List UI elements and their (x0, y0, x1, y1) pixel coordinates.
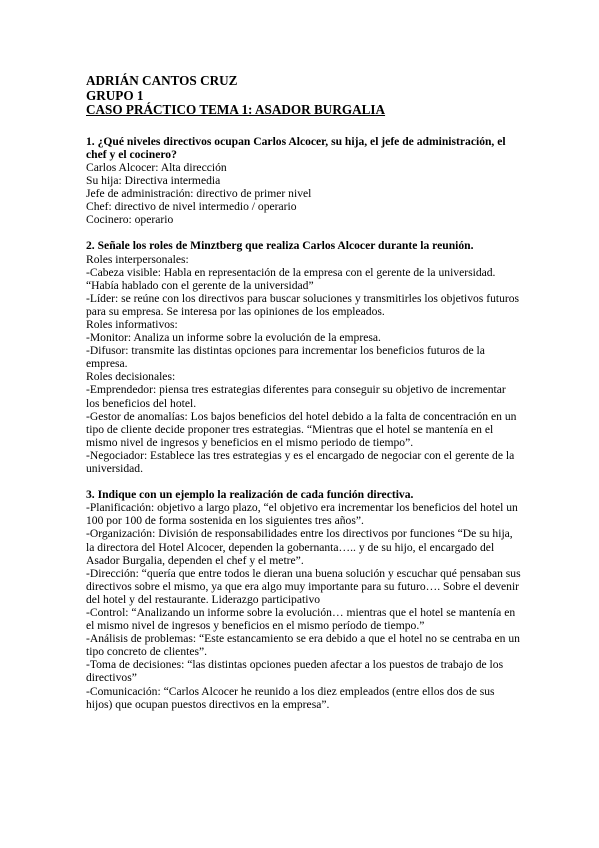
answer-line: -Cabeza visible: Habla en representación de la empresa con el gerente de la universidad. “Había hablado con el gerente de la universidad” (86, 265, 496, 292)
question-1: 1. ¿Qué niveles directivos ocupan Carlos Alcocer, su hija, el jefe de administración, el chef y el cocinero? (86, 134, 506, 161)
answer-line: -Toma de decisiones: “las distintas opciones pueden afectar a los puestos de trabajo de los directivos” (86, 658, 504, 685)
answer-line: -Monitor: Analiza un informe sobre la evolución de la empresa. (86, 331, 381, 345)
answer-line: Jefe de administración: directivo de primer nivel (86, 187, 312, 201)
answer-line: Cocinero: operario (86, 213, 174, 227)
answer-line: -Organización: División de responsabilidades entre los directivos por funciones “De su hija, la directora del Hotel Alcocer, dependen la gobernanta….. y de su hijo, el encargado del Asador Burgalia, dependen el chef y el metre”. (86, 527, 513, 567)
answer-line: Roles informativos: (86, 318, 178, 331)
answer-line: -Planificación: objetivo a largo plazo, “el objetivo era incrementar los beneficios del hotel un 100 por 100 de forma sostenida en los siguientes tres años”. (86, 501, 518, 528)
answer-line: Roles interpersonales: (86, 252, 189, 266)
answer-line: Chef: directivo de nivel intermedio / operario (86, 200, 297, 214)
answer-line: -Difusor: transmite las distintas opciones para incrementar los beneficios futuros de la empresa. (86, 344, 485, 371)
answer-line: -Líder: se reúne con los directivos para buscar soluciones y transmitirles los objetivos futuros para su empresa. Se interesa por las opiniones de los empleados. (86, 291, 520, 318)
answer-line: -Negociador: Establece las tres estrategias y es el encargado de negociar con el gerente de la universidad. (86, 448, 515, 476)
answer-line: Roles decisionales: (86, 370, 176, 384)
document-body (86, 74, 522, 711)
answer-line: -Emprendedor: piensa tres estrategias diferentes para conseguir su objetivo de incrementar los beneficios del hotel. (86, 383, 506, 410)
question-3: 3. Indique con un ejemplo la realización de cada función directiva. (86, 488, 414, 502)
answer-line: -Control: “Analizando un informe sobre la evolución… mientras que el hotel se mantenía en el mismo nivel de ingresos y beneficios en el mismo período de tiempo.” (86, 605, 516, 633)
group-label: GRUPO 1 (86, 87, 144, 103)
author-name: ADRIÁN CANTOS CRUZ (86, 73, 238, 88)
question-2: 2. Señale los roles de Minztberg que realiza Carlos Alcocer durante la reunión. (86, 239, 474, 253)
answer-line: -Análisis de problemas: “Este estancamiento se era debido a que el hotel no se centraba en un tipo concreto de clientes”. (86, 632, 520, 659)
answer-line: -Dirección: “quería que entre todos le dieran una buena solución y escuchar qué pensaban sus directivos sobre el mismo, ya que era algo muy importante para su futuro…. Sobre el devenir del hotel y del restaurante. Liderazgo participativo (86, 566, 521, 606)
answer-line: -Gestor de anomalías: Los bajos beneficios del hotel debido a la falta de concentración en un tipo de cliente decide proponer tres estrategias. “Mientras que el hotel se mantenía en el mismo nivel de ingresos y beneficios en el mismo periodo de tiempo”. (86, 409, 517, 449)
case-title: CASO PRÁCTICO TEMA 1: ASADOR BURGALIA (86, 102, 386, 118)
answer-line: Su hija: Directiva intermedia (86, 174, 221, 188)
answer-line: -Comunicación: “Carlos Alcocer he reunido a los diez empleados (entre ellos dos de sus hijos) que ocupan puestos directivos en la empresa”. (86, 684, 495, 711)
answer-line: Carlos Alcocer: Alta dirección (86, 160, 227, 174)
